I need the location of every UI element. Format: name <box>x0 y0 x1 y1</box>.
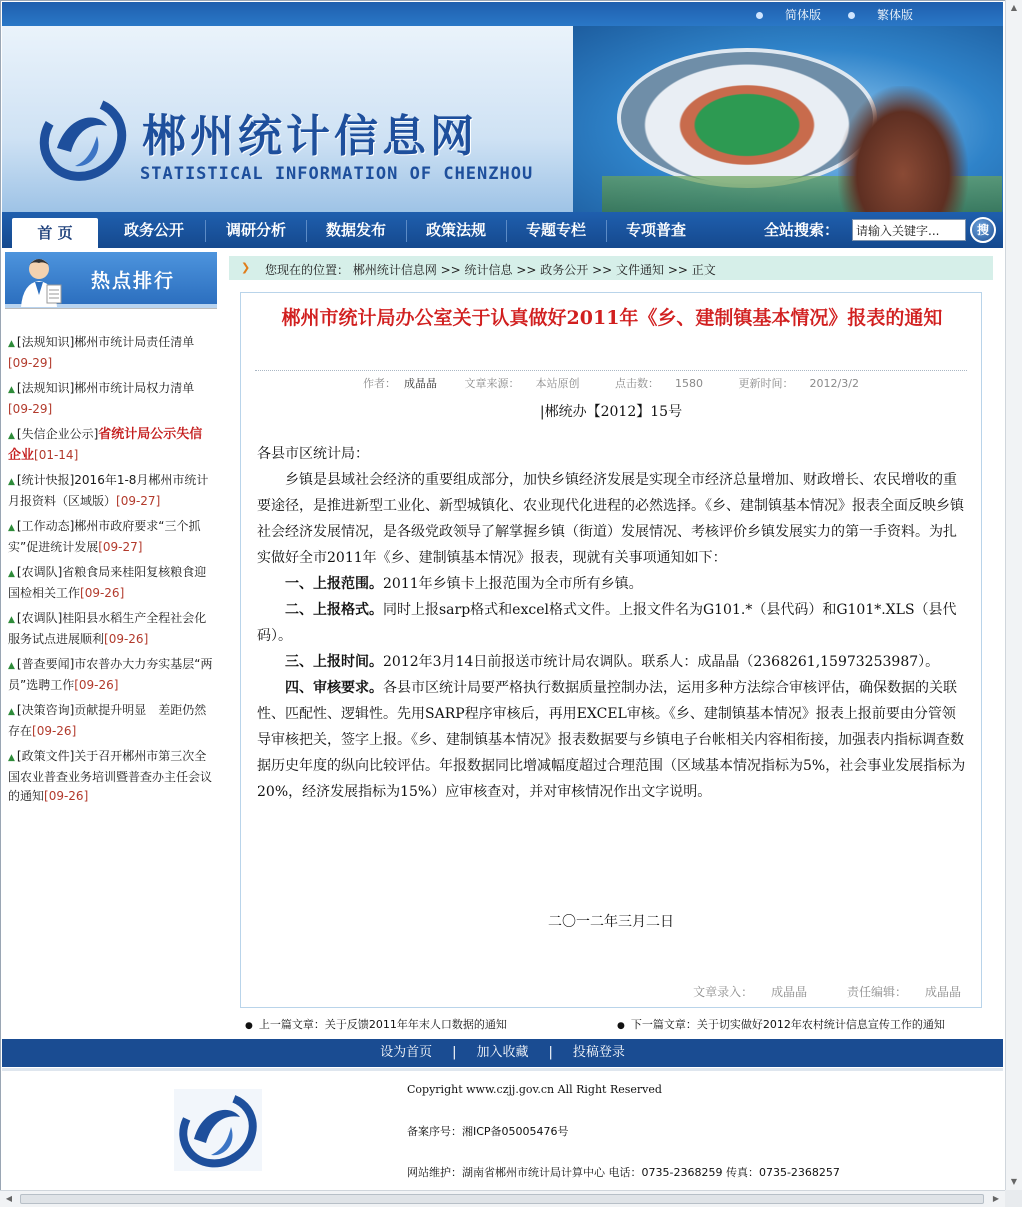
news-title[interactable]: [政策文件]关于召开郴州市第三次全国农业普查业务培训暨普查办主任会议的通知 <box>8 749 213 803</box>
list-item[interactable] <box>8 655 213 695</box>
nav-census[interactable]: 专项普查 <box>625 221 686 239</box>
next-article-link[interactable]: 关于切实做好2012年农村统计信息宣传工作的通知 <box>696 1018 945 1031</box>
list-item[interactable] <box>8 563 213 603</box>
nav-data-release[interactable]: 数据发布 <box>325 221 386 239</box>
section-text: 2012年3月14日前报送市统计局农调队。联系人：成晶晶（2368261,15973253987）。 <box>383 654 940 670</box>
source-label: 文章来源： <box>464 377 520 390</box>
section-heading: 四、审核要求。 <box>285 680 383 696</box>
news-date: [09-29] <box>8 356 53 370</box>
editor-value: 成晶晶 <box>924 985 961 999</box>
nav-policy-regulations[interactable]: 政策法规 <box>425 221 486 239</box>
breadcrumb <box>229 256 993 280</box>
bullet-icon: ● <box>617 1021 625 1031</box>
footer-separator: | <box>548 1045 553 1060</box>
scroll-left-icon[interactable]: ◀ <box>5 1194 13 1203</box>
simplified-link[interactable] <box>756 6 821 23</box>
section-heading: 三、上报时间。 <box>285 654 383 670</box>
breadcrumb-text[interactable]: 您现在的位置： 郴州统计信息网 >> 统计信息 >> 政务公开 >> 文件通知 >> 正文 <box>265 263 716 277</box>
person-icon <box>19 255 63 307</box>
news-title-highlight[interactable]: 省统计局公示失信企业 <box>8 427 203 463</box>
list-item[interactable] <box>8 701 213 741</box>
news-date: [09-27] <box>116 494 161 508</box>
article-panel <box>240 292 982 1008</box>
arrow-up-icon: ▲ <box>8 615 15 625</box>
list-item[interactable] <box>8 333 213 373</box>
news-title[interactable]: [工作动态]郴州市政府要求“三个抓实”促进统计发展 <box>8 519 201 554</box>
language-bar <box>2 2 1003 26</box>
updated-meta <box>731 377 867 390</box>
sidebar-header <box>5 252 217 308</box>
scrollbar-corner <box>1005 1190 1022 1207</box>
bullet-icon <box>756 12 763 19</box>
article-editors <box>657 983 961 1000</box>
news-title[interactable]: [农调队]桂阳县水稻生产全程社会化服务试点进展顺利 <box>8 611 207 646</box>
article-title: 郴州市统计局办公室关于认真做好2011年《乡、建制镇基本情况》报表的通知 <box>281 307 943 329</box>
sidebar-title: 热点排行 <box>91 270 176 292</box>
scrollbar-thumb[interactable] <box>20 1194 984 1204</box>
news-title[interactable]: [统计快报]2016年1-8月郴州市统计月报资料（区域版） <box>8 473 209 508</box>
scroll-up-icon[interactable]: ▲ <box>1010 3 1018 12</box>
arrow-up-icon: ▲ <box>8 707 15 717</box>
nav-research-analysis[interactable]: 调研分析 <box>225 221 286 239</box>
document-number: |郴统办【2012】15号 <box>539 404 683 420</box>
prev-article <box>245 1016 507 1032</box>
source-value: 本站原创 <box>535 377 580 390</box>
nav-divider <box>506 220 507 242</box>
section-3 <box>257 649 967 675</box>
news-date: [09-29] <box>8 402 53 416</box>
source-meta <box>457 377 588 390</box>
list-item[interactable] <box>8 471 213 511</box>
vertical-scrollbar[interactable] <box>1005 0 1022 1190</box>
page <box>2 2 1003 248</box>
search-input[interactable] <box>852 219 966 241</box>
bullet-icon <box>848 12 855 19</box>
nav-home[interactable]: 首 页 <box>12 218 98 248</box>
icp-text: 备案序号：湘ICP备05005476号 <box>407 1125 569 1138</box>
nav-government-affairs[interactable]: 政务公开 <box>123 221 184 239</box>
list-item[interactable] <box>8 425 213 465</box>
news-title[interactable]: [法规知识]郴州市统计局权力清单 <box>16 381 195 395</box>
arrow-up-icon: ▲ <box>8 523 15 533</box>
list-item[interactable] <box>8 609 213 649</box>
list-item[interactable] <box>8 517 213 557</box>
editor-credit <box>829 985 961 999</box>
arrow-up-icon: ▲ <box>8 753 15 763</box>
section-4 <box>257 675 967 805</box>
nav-divider <box>406 220 407 242</box>
news-date: [09-26] <box>44 789 89 803</box>
horizontal-scrollbar[interactable] <box>0 1190 1005 1207</box>
traditional-link[interactable] <box>848 6 913 23</box>
news-title[interactable]: [失信企业公示] <box>16 427 99 441</box>
news-title[interactable]: [农调队]省粮食局来桂阳复核粮食迎国检相关工作 <box>8 565 207 600</box>
prev-label: 上一篇文章： <box>258 1018 325 1031</box>
updated-label: 更新时间： <box>738 377 794 390</box>
arrow-up-icon: ▲ <box>8 569 15 579</box>
arrow-up-icon: ▲ <box>8 431 15 441</box>
hot-ranking-sidebar <box>5 252 217 803</box>
site-subtitle: STATISTICAL INFORMATION OF CHENZHOU <box>140 164 534 184</box>
news-title[interactable]: [法规知识]郴州市统计局责任清单 <box>16 335 195 349</box>
prev-article-link[interactable]: 关于反馈2011年年末人口数据的通知 <box>324 1018 507 1031</box>
editor-label: 责任编辑： <box>846 985 907 999</box>
author-label: 作者： <box>363 377 397 390</box>
scroll-down-icon[interactable]: ▼ <box>1010 1177 1018 1186</box>
scroll-right-icon[interactable]: ▶ <box>992 1194 1000 1203</box>
arrow-up-icon: ▲ <box>8 339 15 349</box>
nav-divider <box>606 220 607 242</box>
nav-special-topics[interactable]: 专题专栏 <box>525 221 586 239</box>
submit-login-link[interactable]: 投稿登录 <box>572 1045 625 1060</box>
site-title: 郴州统计信息网 <box>142 111 478 162</box>
bullet-icon: ● <box>245 1021 253 1031</box>
traditional-label[interactable]: 繁体版 <box>877 8 914 22</box>
section-2 <box>257 597 967 649</box>
statue-image <box>838 86 968 212</box>
nav-divider <box>306 220 307 242</box>
hits-meta <box>607 377 711 390</box>
hits-label: 点击数： <box>615 377 660 390</box>
news-date: [09-27] <box>98 540 143 554</box>
footer-separator: | <box>452 1045 457 1060</box>
arrow-up-icon: ▲ <box>8 661 15 671</box>
intro-paragraph: 乡镇是县域社会经济的重要组成部分，加快乡镇经济发展是实现全市经济总量增加、财政增长、农民增收的重要途径，是推进新型工业化、新型城镇化、农业现代化进程的必然选择。《乡、建制镇基本情况》报表全面反映乡镇社会经济发展情况，是各级党政领导了解掌握乡镇（街道）发展情况、考核评价乡镇发展实力的第一手资料。为扎实做好全市2011年《乡、建制镇基本情况》报表，现就有关事项通知如下： <box>257 472 964 566</box>
author-meta <box>355 377 437 390</box>
maintainer-text: 网站维护：湖南省郴州市统计局计算中心 电话：0735-2368259 传真：0735-2368257 <box>407 1166 840 1179</box>
section-text: 同时上报sarp格式和excel格式文件。上报文件名为G101.*（县代码）和G101*.XLS（县代码）。 <box>257 602 957 644</box>
salutation: 各县市区统计局： <box>257 446 369 462</box>
news-date: [09-26] <box>32 724 77 738</box>
signature-date: 二〇一二年三月二日 <box>548 914 674 930</box>
article-body <box>257 441 967 805</box>
site-logo-icon <box>37 96 129 182</box>
news-date: [01-14] <box>34 448 79 462</box>
footer-links <box>2 1039 1003 1067</box>
section-heading: 一、上报范围。 <box>285 576 383 592</box>
article-meta <box>255 370 967 391</box>
entry-label: 文章录入： <box>693 985 754 999</box>
news-date: [09-26] <box>104 632 149 646</box>
news-title[interactable]: [决策咨询]贡献提升明显 差距仍然存在 <box>8 703 207 738</box>
site-banner <box>2 26 1003 212</box>
next-label: 下一篇文章： <box>630 1018 697 1031</box>
arrow-up-icon: ▲ <box>8 385 15 395</box>
section-text: 2011年乡镇卡上报范围为全市所有乡镇。 <box>383 576 643 592</box>
footer <box>2 1068 1003 1186</box>
arrow-up-icon: ▲ <box>8 477 15 487</box>
entry-credit <box>675 985 807 999</box>
footer-logo-icon <box>174 1089 262 1171</box>
entry-value: 成晶晶 <box>771 985 808 999</box>
hot-news-list <box>5 308 217 806</box>
list-item[interactable] <box>8 747 213 806</box>
search-button[interactable]: 搜 <box>970 217 996 243</box>
author-value: 成晶晶 <box>404 377 438 390</box>
updated-value: 2012/3/2 <box>809 377 859 390</box>
hits-value: 1580 <box>675 377 704 390</box>
copyright-text: Copyright www.czjj.gov.cn All Right Reserved <box>407 1083 662 1096</box>
section-1 <box>257 571 967 597</box>
list-item[interactable] <box>8 379 213 419</box>
news-date: [09-26] <box>74 678 119 692</box>
main-nav <box>2 212 1003 248</box>
chevron-right-icon: ❯ <box>241 261 251 274</box>
news-date: [09-26] <box>80 586 125 600</box>
search-label: 全站搜索： <box>764 221 840 239</box>
nav-divider <box>205 220 206 242</box>
set-homepage-link[interactable]: 设为首页 <box>380 1045 433 1060</box>
section-heading: 二、上报格式。 <box>285 602 383 618</box>
news-title[interactable]: [普查要闻]市农普办大力夯实基层“两员”选聘工作 <box>8 657 213 692</box>
section-text: 各县市区统计局要严格执行数据质量控制办法，运用多种方法综合审核评估，确保数据的关联性、匹配性、逻辑性。先用SARP程序审核后，再用EXCEL审核。《乡、建制镇基本情况》报表上报前要由分管领导审核把关，签字上报。《乡、建制镇基本情况》报表数据要与乡镇电子台帐相关内容相衔接，加强表内指标调查数据历史年度的纵向比较评估。年报数据同比增减幅度超过合理范围（区域基本情况指标为5%，社会事业发展指标为20%，经济发展指标为15%）应审核查对，并对审核情况作出文字说明。 <box>257 680 966 800</box>
add-favorite-link[interactable]: 加入收藏 <box>476 1045 529 1060</box>
next-article <box>617 1016 945 1032</box>
simplified-label[interactable]: 简体版 <box>785 8 822 22</box>
